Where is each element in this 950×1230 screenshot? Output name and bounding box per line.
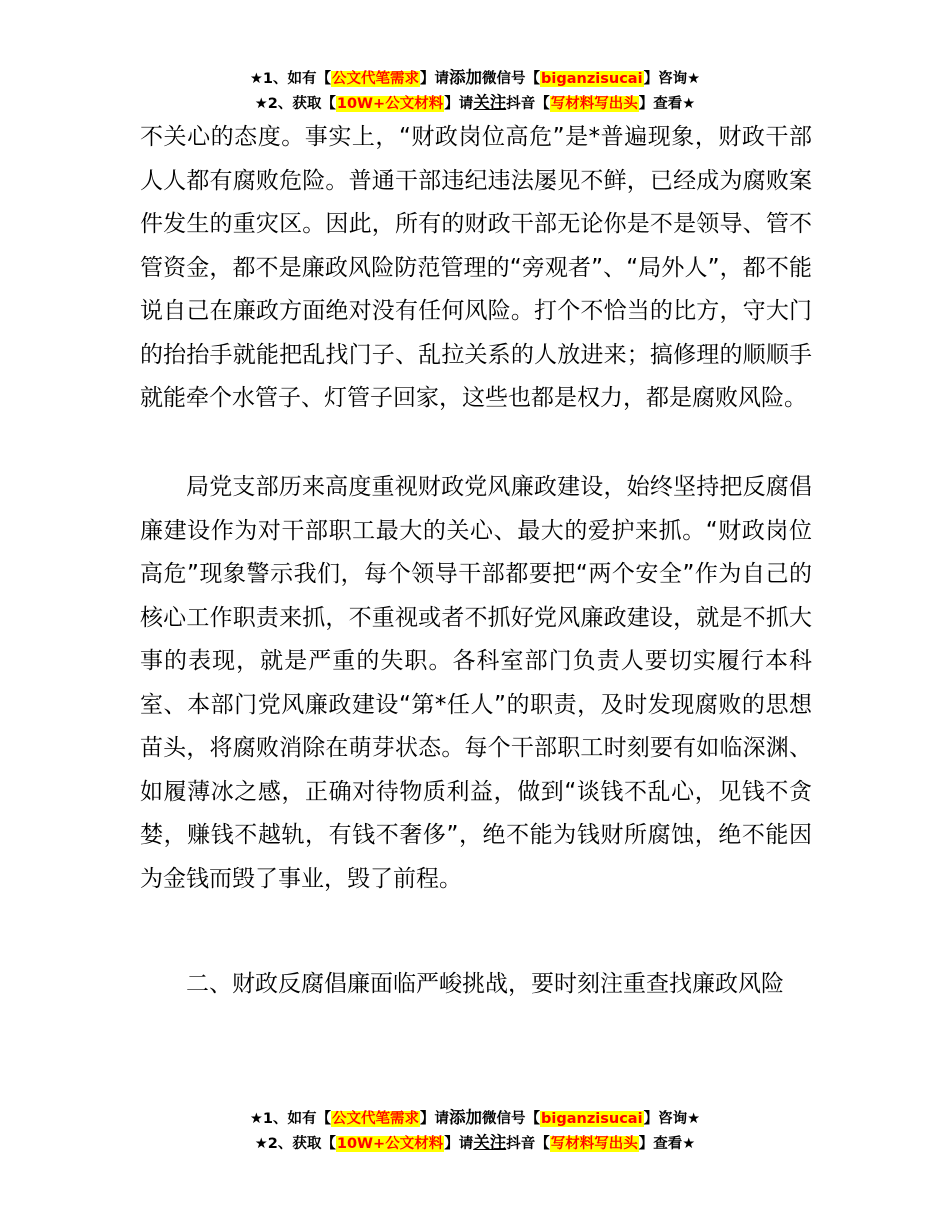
footer-line-1-mid: 】请 — [420, 1111, 450, 1127]
footer-line-1-suffix: 】咨询★ — [643, 1111, 701, 1127]
footer-highlight-ghostwriting: 公文代笔需求 — [332, 1111, 420, 1127]
paragraph-party-branch — [140, 466, 812, 901]
paragraph-3: 二、财政反腐倡廉面临严峻挑战，要时刻注重查找廉政风险 — [186, 971, 784, 997]
footer-line-2-prefix: ★2、获取【 — [254, 1136, 336, 1152]
footer-line-1 — [0, 1106, 950, 1131]
footer-emph-follow: 关注 — [473, 1133, 507, 1152]
footer-highlight-wechat-id: biganzisucai — [541, 1111, 643, 1127]
footer-line-1-prefix: ★1、如有【 — [249, 1111, 332, 1127]
header-line-2-suffix: 】查看★ — [638, 96, 696, 112]
header-line-2 — [0, 91, 950, 116]
footer-line-2-suffix: 】查看★ — [638, 1136, 696, 1152]
header-highlight-materials: 10W+公文材料 — [336, 96, 444, 112]
header-line-1-prefix: ★1、如有【 — [249, 71, 332, 87]
header-banner — [0, 66, 950, 116]
header-line-2-mid2: 抖音【 — [506, 96, 550, 112]
footer-highlight-materials: 10W+公文材料 — [336, 1136, 444, 1152]
paragraph-1: 不关心的态度。事实上，“财政岗位高危”是*普遍现象，财政干部人人都有腐败危险。普通干部违纪违法屡见不鲜，已经成为腐败案件发生的重灾区。因此，所有的财政干部无论你是不是领导、管不管资金，都不是廉政风险防范管理的“旁观者”、“局外人”，都不能说自己在廉政方面绝对没有任何风险。打个不恰当的比方，守大门的抬抬手就能把乱找门子、乱拉关系的人放进来；搞修理的顺顺手就能牵个水管子、灯管子回家，这些也都是权力，都是腐败风险。 — [140, 124, 812, 411]
header-line-1 — [0, 66, 950, 91]
header-emph-add: 添加 — [449, 68, 483, 87]
header-highlight-ghostwriting: 公文代笔需求 — [332, 71, 420, 87]
paragraph-continuation — [140, 116, 812, 421]
header-highlight-douyin: 写材料写出头 — [550, 96, 638, 112]
footer-line-2 — [0, 1131, 950, 1156]
header-line-1-mid2: 微信号【 — [482, 71, 541, 87]
footer-line-2-mid2: 抖音【 — [506, 1136, 550, 1152]
paragraph-2: 局党支部历来高度重视财政党风廉政建设，始终坚持把反腐倡廉建设作为对干部职工最大的关心、最大的爱护来抓。“财政岗位高危”现象警示我们，每个领导干部都要把“两个安全”作为自己的核心工作职责来抓，不重视或者不抓好党风廉政建设，就是不抓大事的表现，就是严重的失职。各科室部门负责人要切实履行本科室、本部门党风廉政建设“第*任人”的职责，及时发现腐败的思想苗头，将腐败消除在萌芽状态。每个干部职工时刻要有如临深渊、如履薄冰之感，正确对待物质利益，做到“谈钱不乱心，见钱不贪婪，赚钱不越轨，有钱不奢侈”，绝不能为钱财所腐蚀，绝不能因为金钱而毁了事业，毁了前程。 — [140, 474, 812, 892]
header-highlight-wechat-id: biganzisucai — [541, 71, 643, 87]
header-line-2-mid: 】请 — [444, 96, 474, 112]
footer-line-2-mid: 】请 — [444, 1136, 474, 1152]
footer-emph-add: 添加 — [449, 1108, 483, 1127]
header-line-1-mid: 】请 — [420, 71, 450, 87]
header-line-1-suffix: 】咨询★ — [643, 71, 701, 87]
section-heading — [140, 963, 812, 1007]
header-line-2-prefix: ★2、获取【 — [254, 96, 336, 112]
header-emph-follow: 关注 — [473, 93, 507, 112]
footer-banner — [0, 1106, 950, 1156]
footer-line-1-mid2: 微信号【 — [482, 1111, 541, 1127]
footer-highlight-douyin: 写材料写出头 — [550, 1136, 638, 1152]
